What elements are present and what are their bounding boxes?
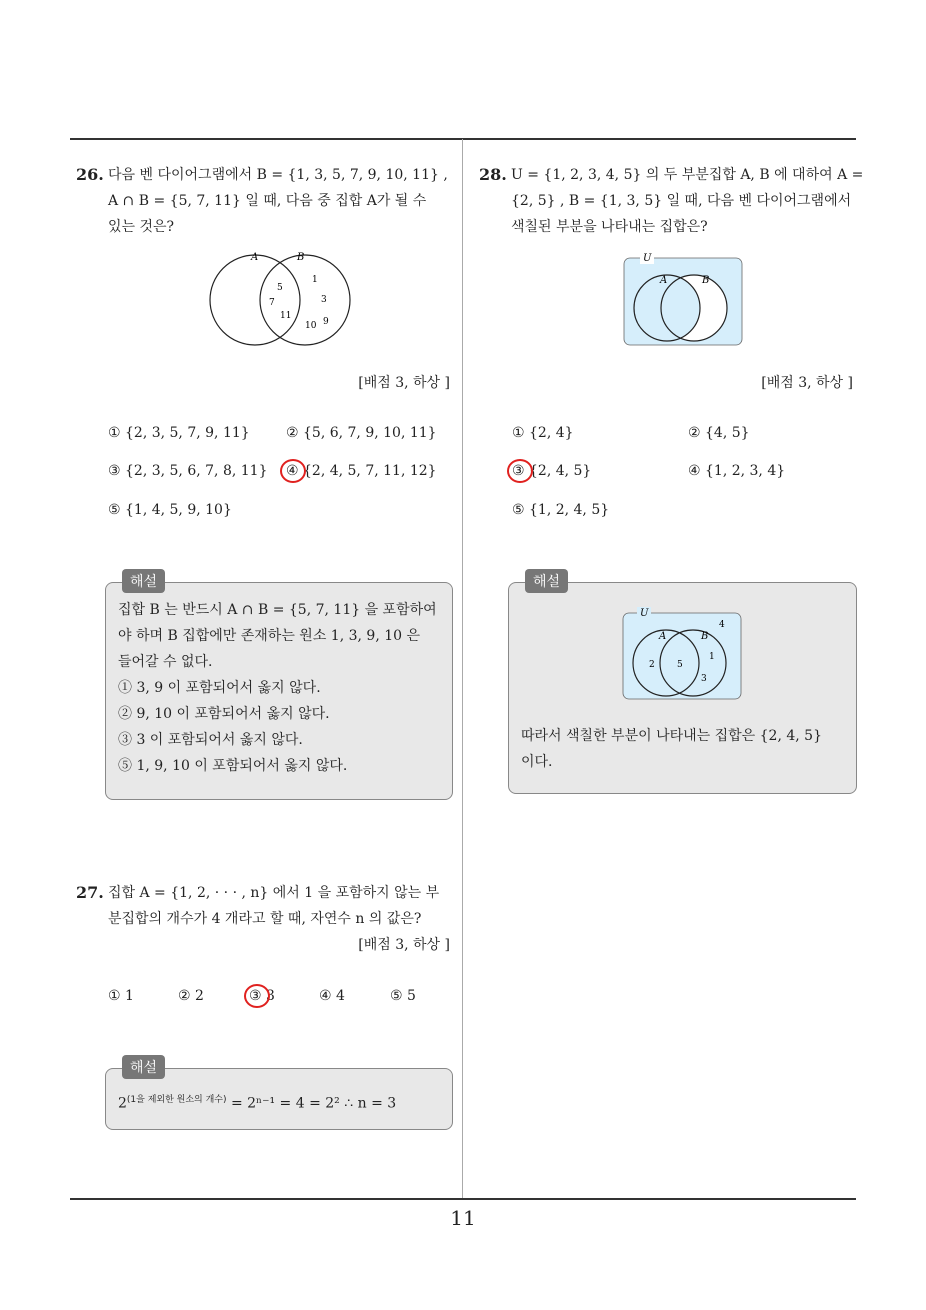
- choice-3[interactable]: ③ {2, 4, 5}: [512, 463, 592, 479]
- venn-diagram-26: [205, 250, 355, 350]
- choice-4[interactable]: ④ 4: [319, 988, 345, 1004]
- problem-stem: [76, 880, 456, 932]
- stem-line: 색칠된 부분을 나타내는 집합은?: [511, 219, 708, 235]
- stem-line: U = {1, 2, 3, 4, 5} 의 두 부분집합 A, B 에 대하여 A =: [511, 167, 864, 183]
- solution-line: ⑤ 1, 9, 10 이 포함되어서 옳지 않다.: [118, 758, 348, 774]
- stem-line: 있는 것은?: [108, 219, 175, 235]
- stem-line: 집합 A = {1, 2, · · · , n} 에서 1 을 포함하지 않는 부: [108, 885, 440, 901]
- element: 5: [677, 660, 683, 670]
- problem-number: 27.: [76, 883, 104, 902]
- choice-1[interactable]: ① {2, 3, 5, 7, 9, 11}: [108, 425, 250, 441]
- label-a: A: [660, 275, 668, 286]
- element: 5: [277, 283, 283, 293]
- formula-exponent: (1을 제외한 원소의 개수): [126, 1095, 227, 1105]
- problem-stem: [76, 162, 456, 240]
- choice-3[interactable]: ③ {2, 3, 5, 6, 7, 8, 11}: [108, 463, 268, 479]
- solution-text: [118, 1087, 440, 1117]
- label-u: U: [640, 608, 649, 619]
- solution-line: ① 3, 9 이 포함되어서 옳지 않다.: [118, 680, 321, 696]
- choice-3[interactable]: ③ 3: [249, 988, 275, 1004]
- problem-number: 26.: [76, 165, 104, 184]
- solution-formula: [118, 1087, 440, 1117]
- label-b: B: [701, 631, 709, 642]
- element: 2: [649, 660, 655, 670]
- solution-tag: 해설: [122, 1055, 165, 1079]
- solution-line: 이다.: [521, 754, 553, 770]
- venn-diagram-28: [622, 248, 746, 348]
- choice-5[interactable]: ⑤ {1, 4, 5, 9, 10}: [108, 502, 232, 518]
- solution-line: 야 하며 B 집합에만 존재하는 원소 1, 3, 9, 10 은: [118, 628, 421, 644]
- solution-box-28: [508, 574, 857, 794]
- formula-base: 2: [118, 1095, 127, 1112]
- top-rule: [70, 138, 856, 140]
- element: 3: [701, 674, 707, 684]
- choice-1[interactable]: ① 1: [108, 988, 134, 1004]
- label-a: A: [251, 252, 259, 263]
- problem-26: [76, 162, 456, 240]
- choice-2[interactable]: ② 2: [178, 988, 204, 1004]
- points-27: [배점 3, 하상 ]: [358, 937, 450, 953]
- bottom-rule: [70, 1198, 856, 1200]
- answer-mark: [280, 459, 306, 483]
- element: 7: [269, 298, 275, 308]
- label-b: B: [702, 275, 710, 286]
- element: 9: [323, 317, 329, 327]
- choice-5[interactable]: ⑤ {1, 2, 4, 5}: [512, 502, 610, 518]
- label-a: A: [659, 631, 667, 642]
- solution-box-27: [105, 1060, 453, 1130]
- solution-line: ② 9, 10 이 포함되어서 옳지 않다.: [118, 706, 330, 722]
- problem-number: 28.: [479, 165, 507, 184]
- stem-line: 다음 벤 다이어그램에서 B = {1, 3, 5, 7, 9, 10, 11} ,: [108, 167, 448, 183]
- problem-27: [76, 880, 456, 958]
- element: 3: [321, 295, 327, 305]
- label-u: U: [643, 253, 652, 264]
- solution-tag: 해설: [122, 569, 165, 593]
- column-divider: [462, 139, 463, 1199]
- choice-1[interactable]: ① {2, 4}: [512, 425, 574, 441]
- choice-2[interactable]: ② {4, 5}: [688, 425, 750, 441]
- element: 10: [305, 321, 317, 331]
- choice-5[interactable]: ⑤ 5: [390, 988, 416, 1004]
- element: 1: [312, 275, 318, 285]
- solution-venn-28: [621, 607, 745, 703]
- choice-4[interactable]: ④ {2, 4, 5, 7, 11, 12}: [286, 463, 437, 479]
- choice-4[interactable]: ④ {1, 2, 3, 4}: [688, 463, 786, 479]
- points-28: [배점 3, 하상 ]: [761, 375, 853, 391]
- solution-line: 따라서 색칠한 부분이 나타내는 집합은 {2, 4, 5}: [521, 728, 822, 744]
- stem-line: {2, 5} , B = {1, 3, 5} 일 때, 다음 벤 다이어그램에서: [511, 193, 852, 209]
- answer-mark: [507, 459, 533, 483]
- stem-line: A ∩ B = {5, 7, 11} 일 때, 다음 중 집합 A가 될 수: [108, 193, 427, 209]
- page-number: 11: [450, 1206, 476, 1230]
- label-b: B: [297, 252, 305, 263]
- solution-text: [118, 597, 440, 779]
- solution-tag: 해설: [525, 569, 568, 593]
- element: 11: [280, 311, 292, 321]
- element: 4: [719, 620, 725, 630]
- points-26: [배점 3, 하상 ]: [358, 375, 450, 391]
- stem-line: 분집합의 개수가 4 개라고 할 때, 자연수 n 의 값은?: [108, 911, 422, 927]
- solution-line: 집합 B 는 반드시 A ∩ B = {5, 7, 11} 을 포함하여: [118, 602, 437, 618]
- solution-text: [521, 723, 844, 775]
- element: 1: [709, 652, 715, 662]
- formula-rest: = 2ⁿ⁻¹ = 4 = 2² ∴ n = 3: [230, 1095, 397, 1112]
- solution-line: 들어갈 수 없다.: [118, 654, 213, 670]
- answer-mark: [244, 984, 270, 1008]
- problem-stem: [479, 162, 864, 240]
- set-a-circle: [210, 255, 300, 345]
- solution-box-26: [105, 574, 453, 800]
- solution-line: ③ 3 이 포함되어서 옳지 않다.: [118, 732, 303, 748]
- choice-2[interactable]: ② {5, 6, 7, 9, 10, 11}: [286, 425, 437, 441]
- problem-28: [479, 162, 864, 240]
